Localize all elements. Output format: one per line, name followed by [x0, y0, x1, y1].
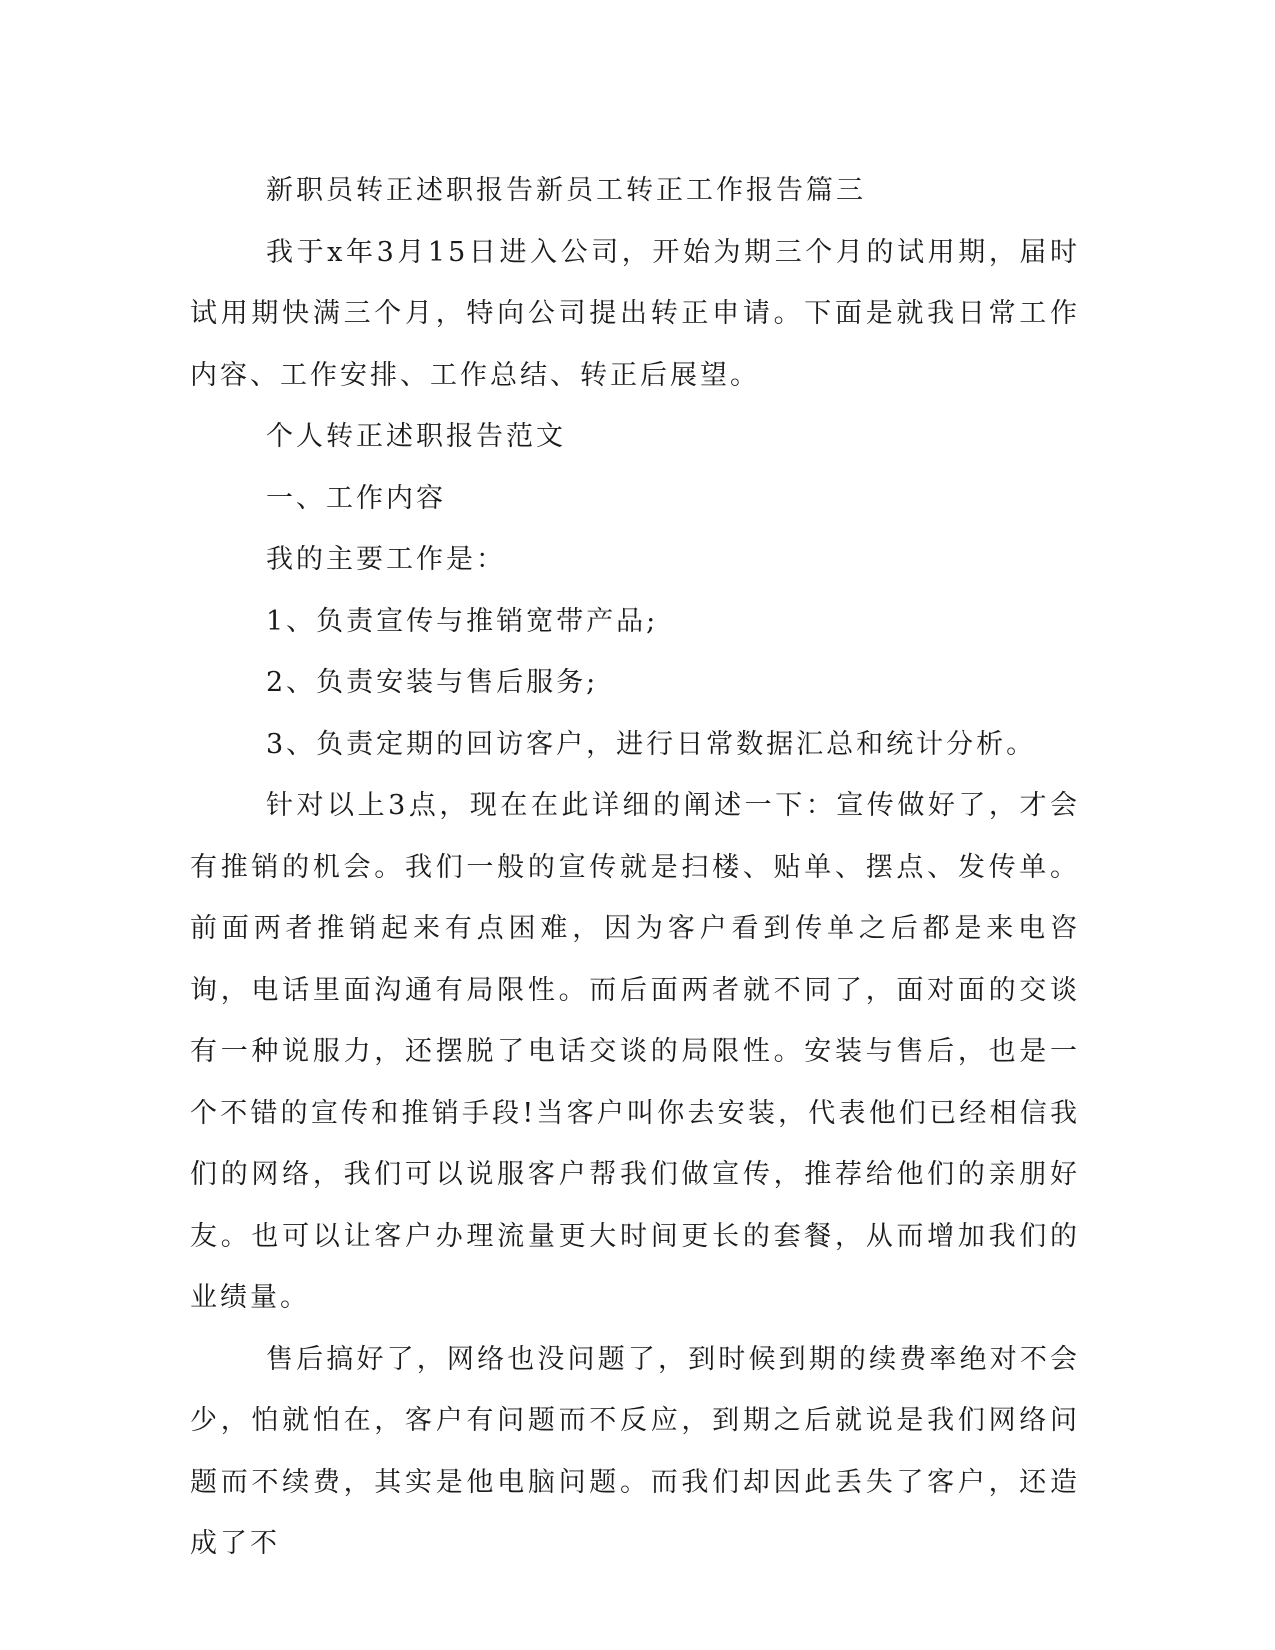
document-body	[190, 160, 1080, 1575]
subsection-heading: 一、工作内容	[266, 482, 446, 514]
paragraph-after-sales: 售后搞好了，网络也没问题了，到时候到期的续费率绝对不会少，怕就怕在，客户有问题而不反应，到期之后就说是我们网络问题而不续费，其实是他电脑问题。而我们却因此丢失了客户，还造成了不	[190, 1343, 1080, 1559]
section-heading: 个人转正述职报告范文	[266, 421, 566, 452]
list-item: 2、负责安装与售后服务;	[266, 667, 599, 698]
document-title: 新职员转正述职报告新员工转正工作报告篇三	[266, 175, 866, 206]
paragraph-detail: 针对以上3点，现在在此详细的阐述一下：宣传做好了，才会有推销的机会。我们一般的宣传就是扫楼、贴单、摆点、发传单。前面两者推销起来有点困难，因为客户看到传单之后都是来电咨询，电话里面沟通有局限性。而后面两者就不同了，面对面的交谈有一种说服力，还摆脱了电话交谈的局限性。安装与售后，也是一个不错的宣传和推销手段!当客户叫你去安装，代表他们已经相信我们的网络，我们可以说服客户帮我们做宣传，推荐给他们的亲朋好友。也可以让客户办理流量更大时间更长的套餐，从而增加我们的业绩量。	[190, 790, 1080, 1313]
list-item: 3、负责定期的回访客户，进行日常数据汇总和统计分析。	[266, 728, 1037, 760]
paragraph-intro: 我于x年3月15日进入公司，开始为期三个月的试用期，届时试用期快满三个月，特向公司提出转正申请。下面是就我日常工作内容、工作安排、工作总结、转正后展望。	[190, 236, 1080, 391]
paragraph-duties-lead: 我的主要工作是：	[266, 544, 506, 575]
list-item: 1、负责宣传与推销宽带产品;	[266, 605, 659, 637]
